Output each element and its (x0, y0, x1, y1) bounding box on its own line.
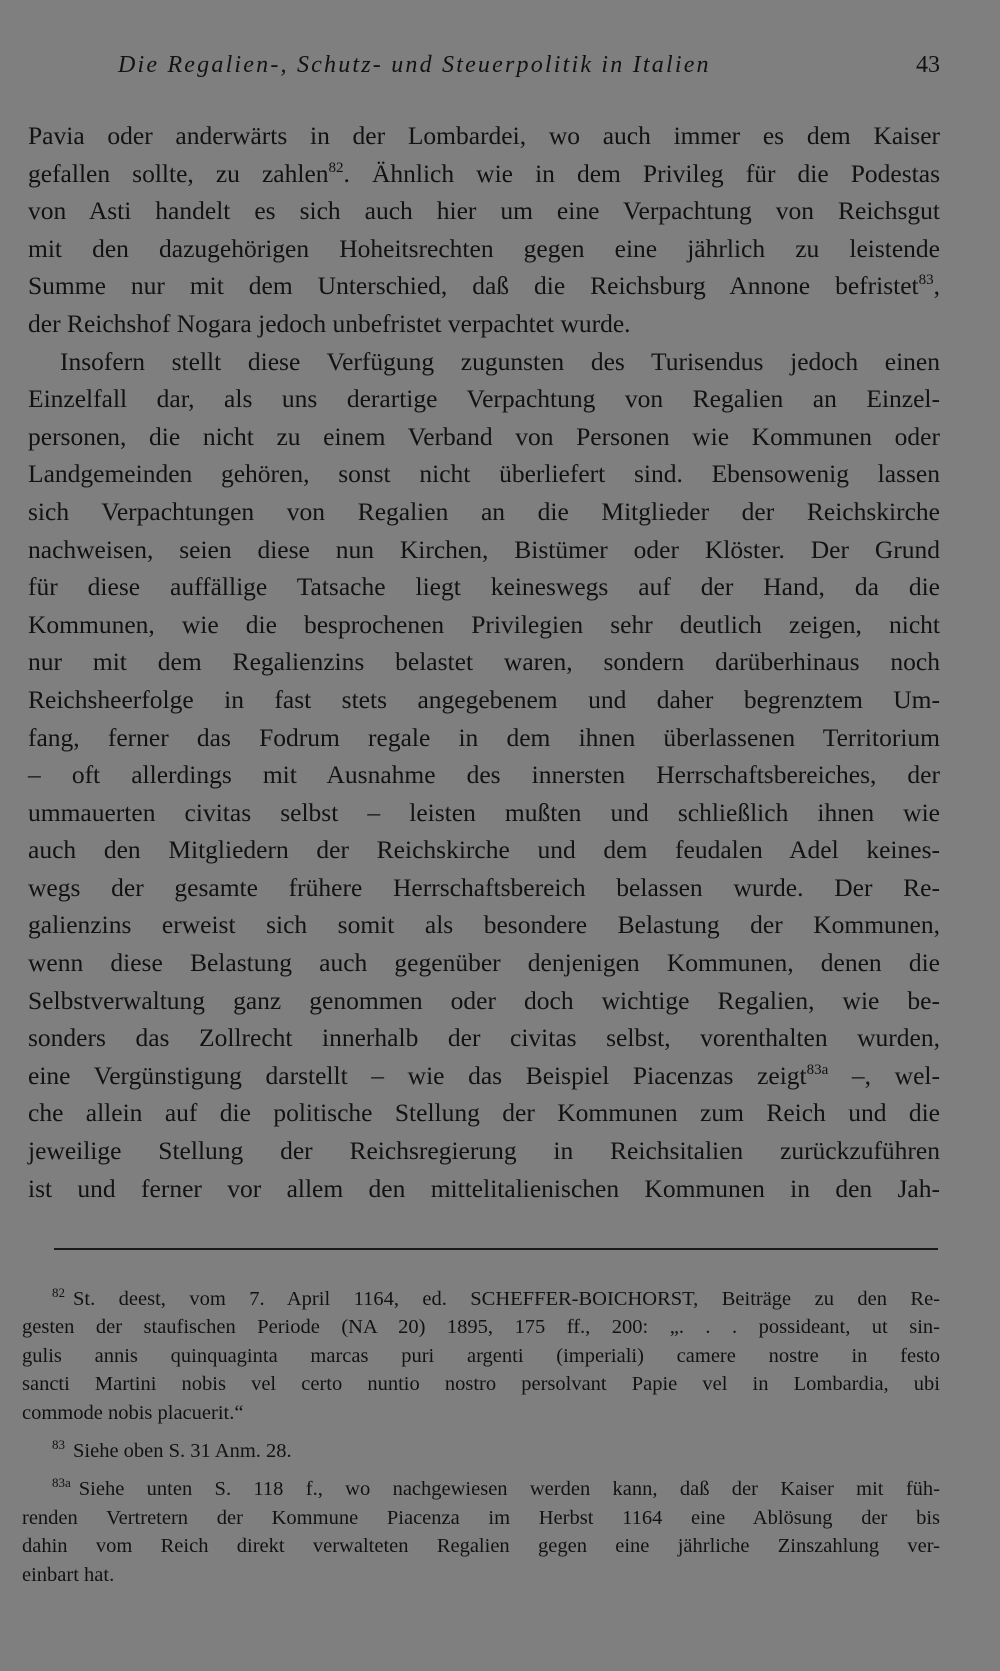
body-line: – oft allerdings mit Ausnahme des innersten Herrschaftsbereiches, der (28, 760, 940, 790)
footnote (22, 1475, 940, 1589)
footnote-mark: 83a (52, 1475, 71, 1491)
footnote-line: $^{82}$ St. deest, vom 7. April 1164, ed. SCHEFFER-BOICHORST, Beiträge zu den Re- (52, 1285, 940, 1310)
body-line: Summe nur mit dem Unterschied, daß die Reichsburg Annone befristet$^{83}$, (28, 271, 940, 301)
running-title: Die Regalien-, Schutz- und Steuerpolitik in Italien (118, 52, 711, 78)
body-line: nur mit dem Regalienzins belastet waren, sondern darüberhinaus noch (28, 647, 940, 677)
footnote-line: renden Vertretern der Kommune Piacenza im Herbst 1164 eine Ablösung der bis (22, 1506, 940, 1529)
body-line: Selbstverwaltung ganz genommen oder doch wichtige Regalien, wie be- (28, 985, 940, 1015)
body-line: nachweisen, seien diese nun Kirchen, Bistümer oder Klöster. Der Grund (28, 534, 940, 564)
footnote-line: sancti Martini nobis vel certo nuntio nostro persolvant Papie vel in Lombardia, ubi (22, 1373, 940, 1396)
body-line: fang, ferner das Fodrum regale in dem ihnen überlassenen Territorium (28, 722, 940, 752)
body-line: galienzins erweist sich somit als besondere Belastung der Kommunen, (28, 910, 940, 940)
body-line: Einzelfall dar, als uns derartige Verpachtung von Regalien an Einzel- (28, 384, 940, 414)
body-line: gefallen sollte, zu zahlen$^{82}$. Ähnlich wie in dem Privileg für die Podestas (28, 158, 940, 188)
page-header (118, 52, 940, 79)
footnote-line: dahin vom Reich direkt verwalteten Regalien gegen eine jährliche Zinszahlung ver- (22, 1535, 940, 1558)
body-line: ummauerten civitas selbst – leisten mußten und schließlich ihnen wie (28, 797, 940, 827)
body-line: personen, die nicht zu einem Verband von Personen wie Kommunen oder (28, 421, 940, 451)
footnote (22, 1285, 940, 1427)
body-line: auch den Mitgliedern der Reichskirche und dem feudalen Adel keines- (28, 835, 940, 865)
page-number: 43 (916, 52, 940, 78)
footnote-ref: 82 (328, 159, 344, 176)
body-line: sich Verpachtungen von Regalien an die Mitglieder der Reichskirche (28, 496, 940, 526)
body-line: Landgemeinden gehören, sonst nicht überliefert sind. Ebensowenig lassen (28, 459, 940, 489)
body-line: ist und ferner vor allem den mittelitalienischen Kommunen in den Jah- (28, 1173, 940, 1203)
footnote-ref: 83a (806, 1061, 829, 1078)
body-line: Reichsheerfolge in fast stets angegebenem und daher begrenztem Um- (28, 684, 940, 714)
body-line: mit den dazugehörigen Hoheitsrechten gegen eine jährlich zu leistende (28, 233, 940, 263)
footnote-line: einbart hat. (22, 1563, 115, 1586)
body-text (28, 117, 940, 1207)
footnote-line: $^{83a}$ Siehe unten S. 118 f., wo nachgewiesen werden kann, daß der Kaiser mit füh- (52, 1475, 940, 1501)
footnotes (22, 1285, 940, 1599)
body-line: der Reichshof Nogara jedoch unbefristet verpachtet wurde. (28, 308, 631, 338)
body-line: eine Vergünstigung darstellt – wie das Beispiel Piacenzas zeigt$^{83a}$ –, wel- (28, 1060, 940, 1090)
footnote-ref: 83 (918, 272, 934, 289)
body-line: wenn diese Belastung auch gegenüber denjenigen Kommunen, denen die (28, 948, 940, 978)
body-line: jeweilige Stellung der Reichsregierung in Reichsitalien zurückzuführen (28, 1136, 940, 1166)
body-line: von Asti handelt es sich auch hier um eine Verpachtung von Reichsgut (28, 196, 940, 226)
footnote (22, 1437, 940, 1465)
body-line: Kommunen, wie die besprochenen Privilegien sehr deutlich zeigen, nicht (28, 609, 940, 639)
body-line: sonders das Zollrecht innerhalb der civitas selbst, vorenthalten wurden, (28, 1023, 940, 1053)
footnote-line: commode nobis placuerit.“ (22, 1401, 244, 1424)
footnote-divider (54, 1248, 938, 1250)
body-line: für diese auffällige Tatsache liegt keineswegs auf der Hand, da die (28, 572, 940, 602)
body-line: wegs der gesamte frühere Herrschaftsbereich belassen wurde. Der Re- (28, 872, 940, 902)
footnote-mark: 82 (52, 1285, 65, 1300)
body-line: Pavia oder anderwärts in der Lombardei, wo auch immer es dem Kaiser (28, 121, 940, 150)
footnote-mark: 83 (52, 1437, 65, 1453)
body-line: Insofern stellt diese Verfügung zugunsten des Turisendus jedoch einen (60, 346, 940, 376)
body-line: che allein auf die politische Stellung der Kommunen zum Reich und die (28, 1098, 940, 1128)
footnote-line: gulis annis quinquaginta marcas puri argenti (imperiali) camere nostre in festo (22, 1344, 940, 1367)
footnote-line: gesten der staufischen Periode (NA 20) 1895, 175 ff., 200: „. . . possideant, ut sin- (22, 1316, 940, 1339)
footnote-line: $^{83}$ Siehe oben S. 31 Anm. 28. (52, 1437, 292, 1463)
